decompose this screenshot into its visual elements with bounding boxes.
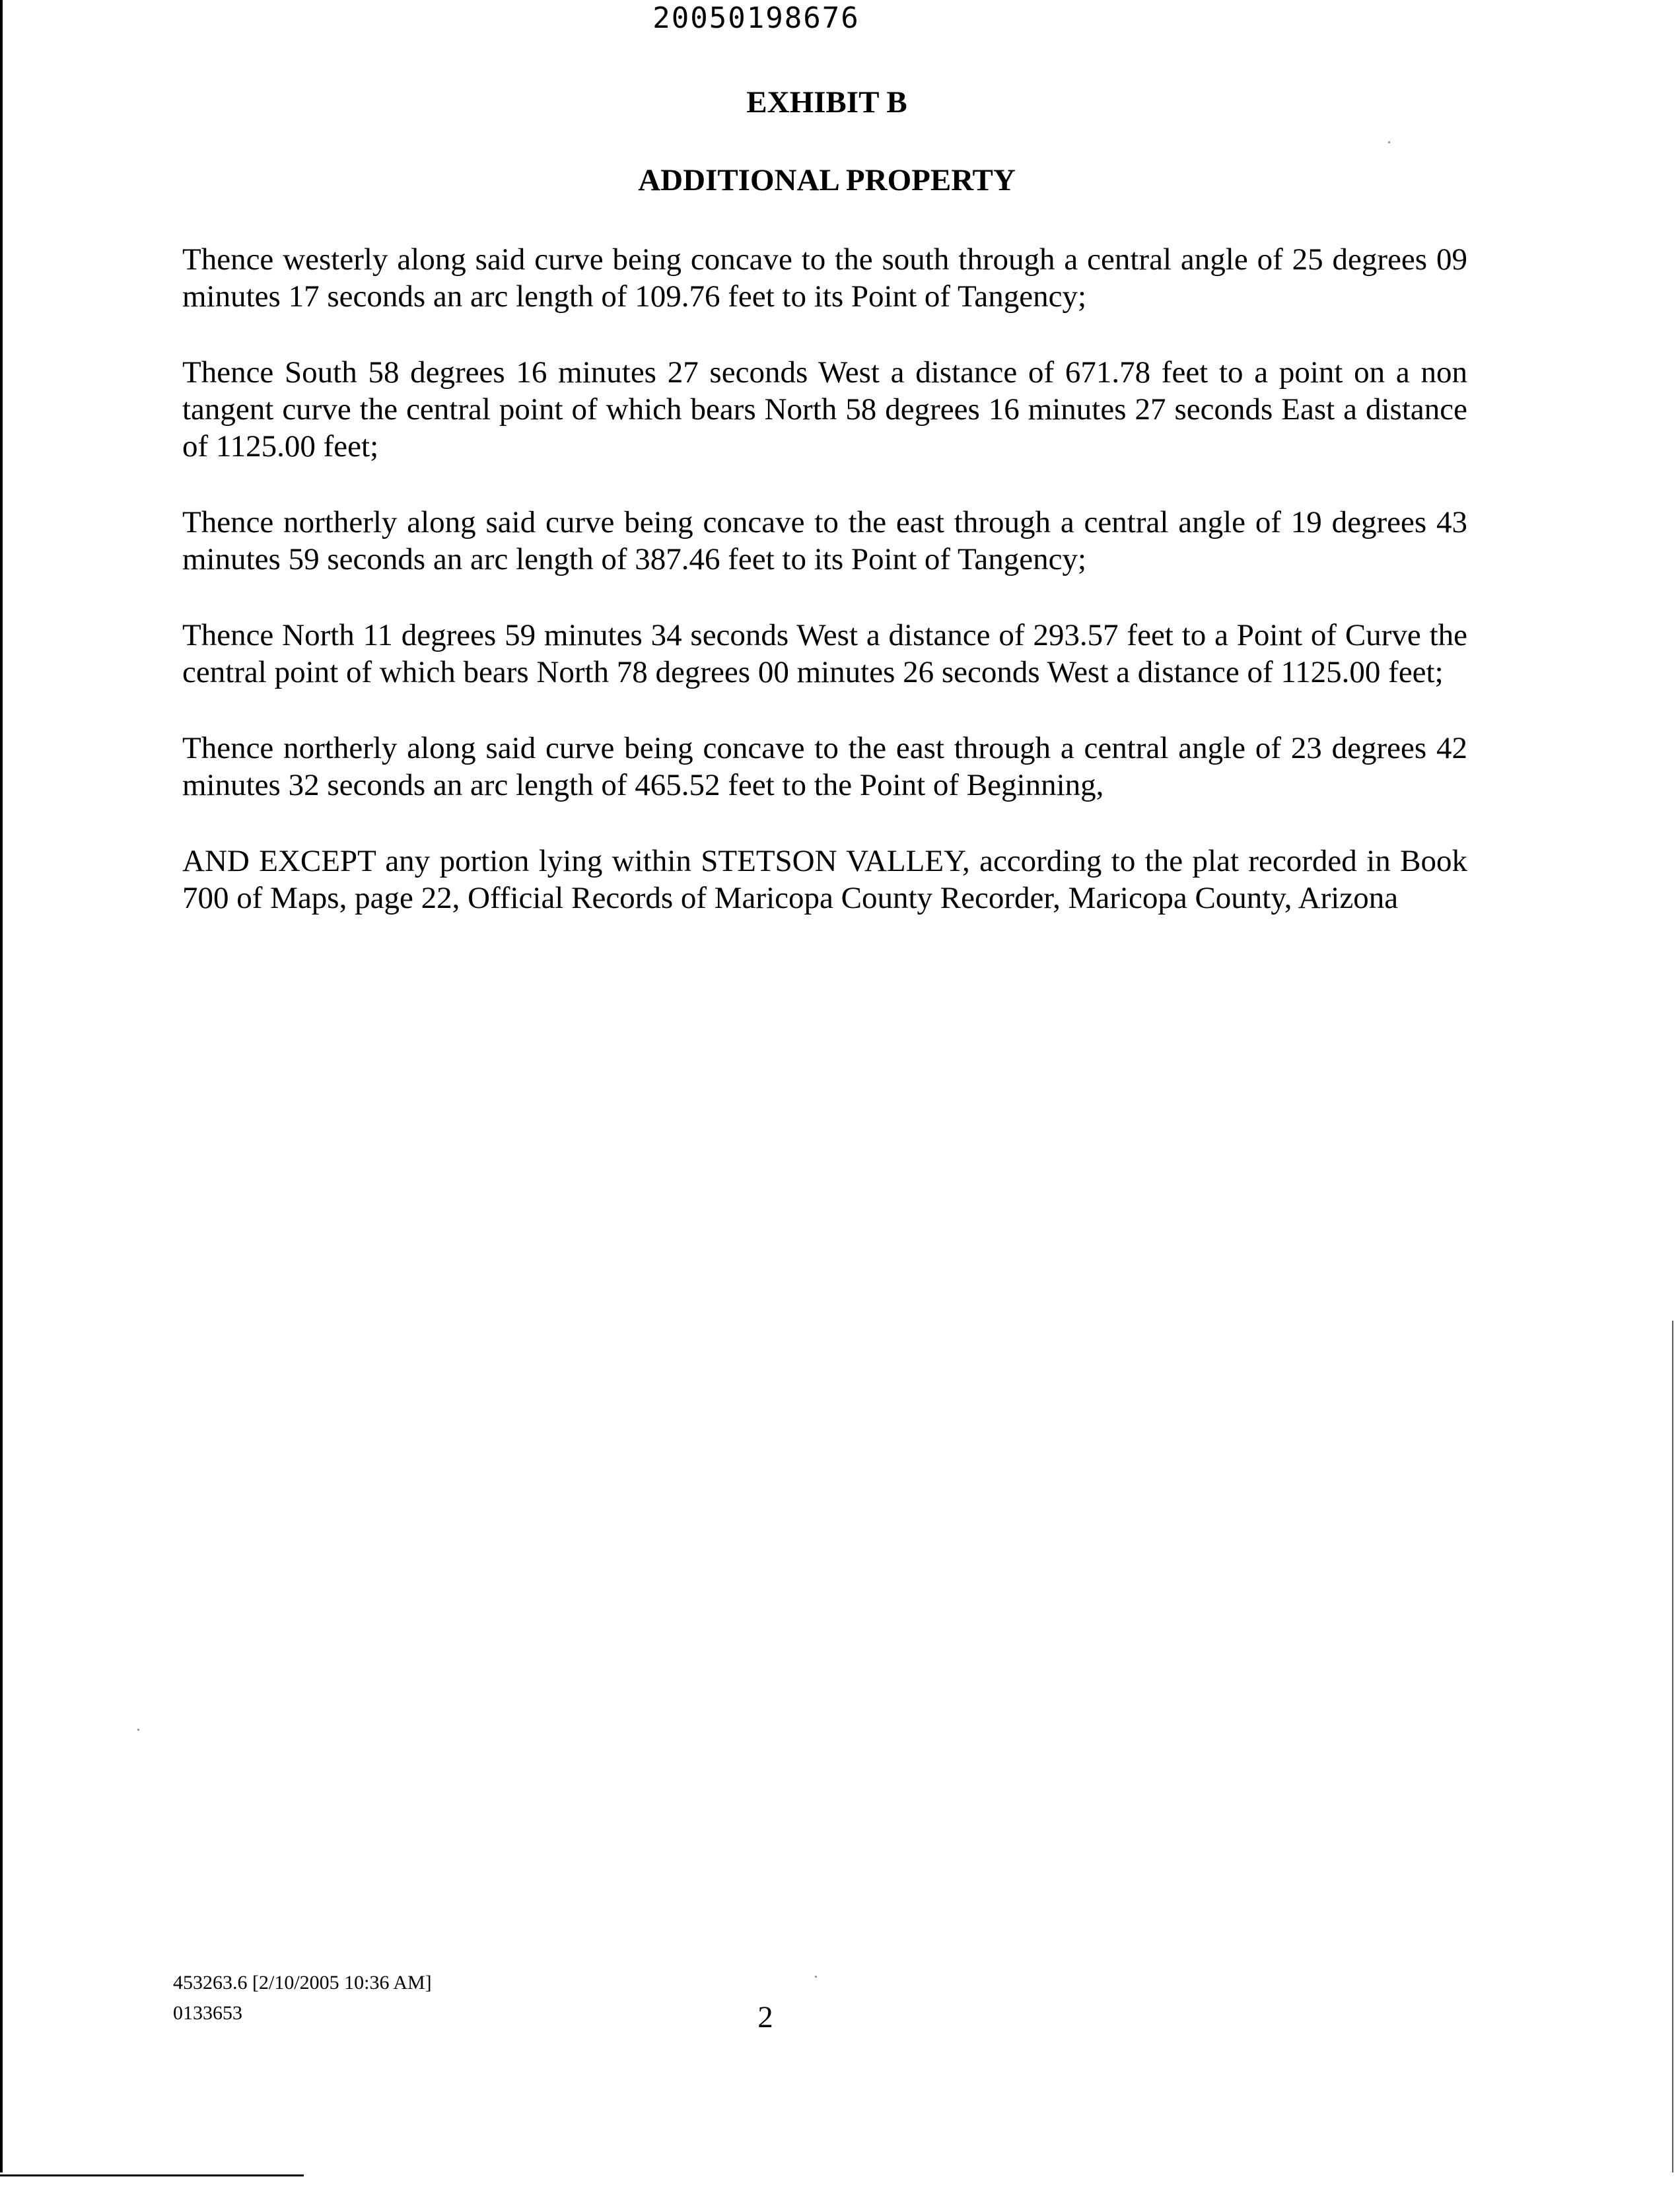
paragraph-except-clause: AND EXCEPT any portion lying within STETSON VALLEY, according to the plat recorded in Book 700 of Maps, page 22, Official Records of Maricopa County Recorder, Maricopa County, Arizona — [182, 844, 1467, 915]
section-title: ADDITIONAL PROPERTY — [638, 163, 1016, 197]
scan-right-edge — [1672, 1321, 1673, 2172]
paragraph-northerly-curve-1: Thence northerly along said curve being concave to the east through a central angle of 19 degrees 43 minutes 59 seconds an arc length of 387.46 feet to its Point of Tangency; — [182, 505, 1467, 576]
footer-file-number: 0133653 — [173, 2002, 242, 2024]
footer-doc-ref: 453263.6 [2/10/2005 10:36 AM] — [173, 1972, 432, 1994]
legal-description — [182, 241, 1467, 955]
paragraph-north-course: Thence North 11 degrees 59 minutes 34 seconds West a distance of 293.57 feet to a Point of Curve the central point of which bears North 78 degrees 00 minutes 26 seconds West a distance of 1125.00 feet; — [182, 618, 1467, 689]
scan-bottom-rule — [0, 2174, 304, 2176]
footer-reference — [173, 1968, 432, 2029]
scan-left-edge — [0, 0, 3, 2172]
recording-number: 20050198676 — [652, 1, 860, 35]
scan-speck — [137, 1729, 139, 1731]
scan-speck — [815, 1976, 817, 1978]
scan-speck — [1388, 141, 1390, 143]
paragraph-northerly-curve-2: Thence northerly along said curve being concave to the east through a central angle of 23 degrees 42 minutes 32 seconds an arc length of 465.52 feet to the Point of Beginning, — [182, 731, 1467, 802]
paragraph-westerly-curve: Thence westerly along said curve being concave to the south through a central angle of 25 degrees 09 minutes 17 seconds an arc length of 109.76 feet to its Point of Tangency; — [182, 242, 1467, 314]
paragraph-south-course: Thence South 58 degrees 16 minutes 27 seconds West a distance of 671.78 feet to a point on a non tangent curve the central point of which bears North 58 degrees 16 minutes 27 seconds East a distance of 1125.00 feet; — [182, 355, 1467, 464]
exhibit-title: EXHIBIT B — [746, 85, 907, 120]
page-number: 2 — [757, 2000, 773, 2034]
